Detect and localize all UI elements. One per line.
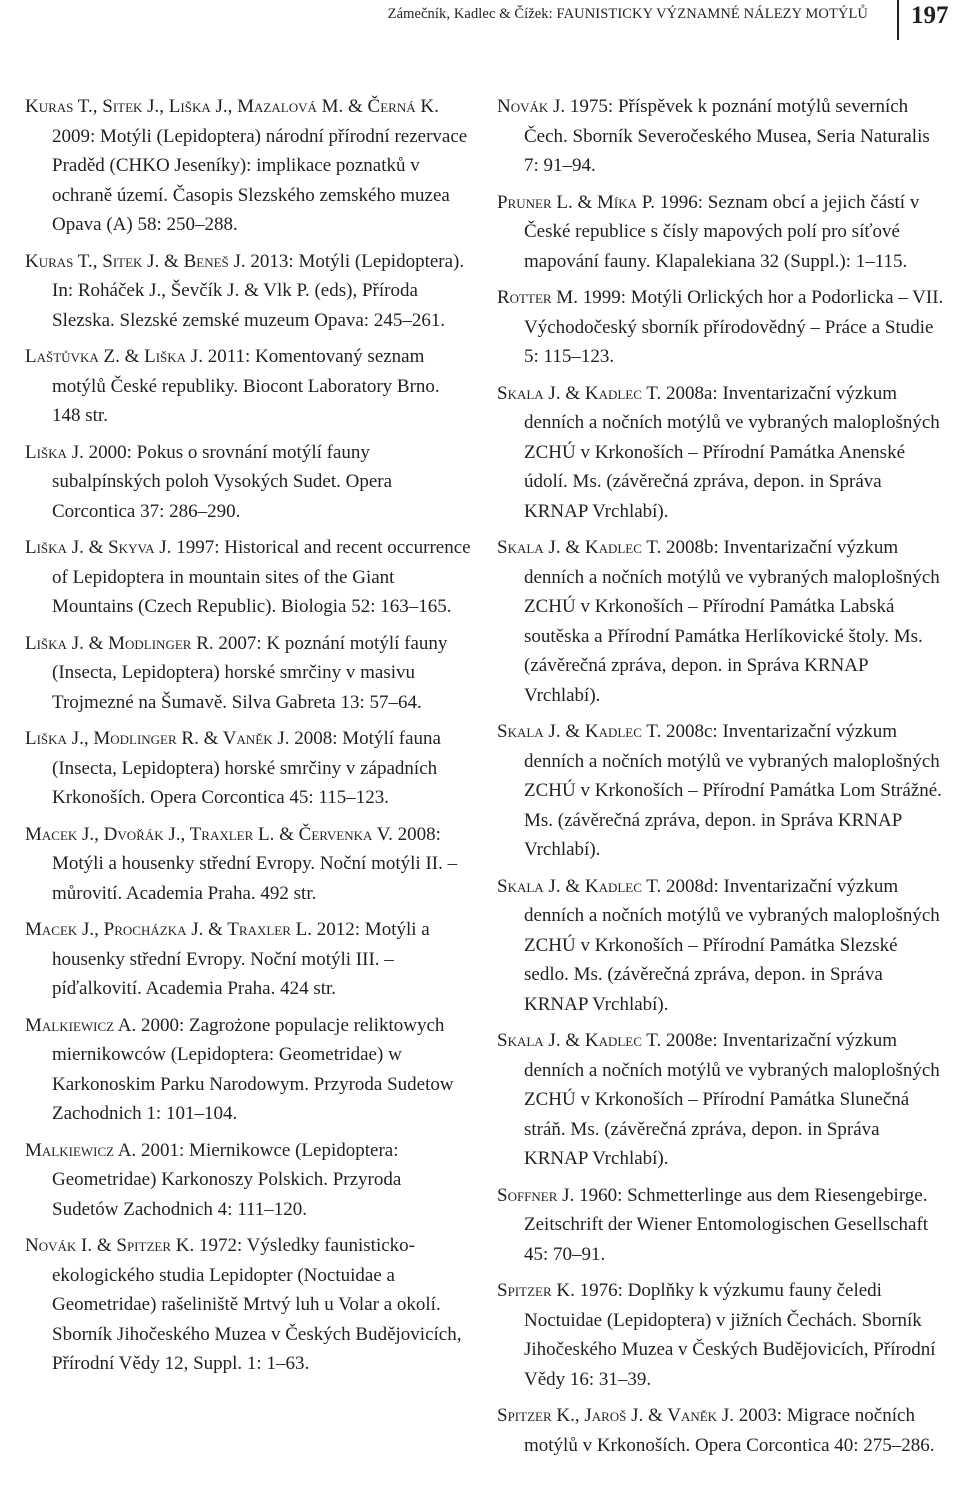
- reference-entry: [497, 533, 944, 710]
- reference-authors: Skala J. & Kadlec T.: [497, 1030, 662, 1051]
- reference-authors: Skala J. & Kadlec T.: [497, 875, 662, 897]
- reference-entry: [25, 724, 472, 813]
- reference-entry: [25, 438, 472, 527]
- running-title: Zámečník, Kadlec & Čížek: FAUNISTICKY VÝZNAMNÉ NÁLEZY MOTÝLŮ: [387, 6, 868, 22]
- reference-text: 2011: Komentovaný seznam motýlů České republiky. Biocont Laboratory Brno. 148 str.: [52, 346, 440, 426]
- reference-entry: [25, 820, 472, 909]
- reference-authors: Spitzer K., Jaroš J. & Vaněk J.: [497, 1405, 734, 1426]
- reference-text: 2009: Motýli (Lepidoptera) národní přírodní rezervace Praděd (CHKO Jeseníky): implikace poznatků v ochraně území. Časopis Slezského zemského muzea Opava (A) 58: 250–288.: [52, 125, 468, 235]
- reference-text: 2013: Motýli (Lepidoptera). In: Roháček J., Ševčík J. & Vlk P. (eds), Příroda Slezska. Slezské zemské muzeum Opava: 245–261.: [52, 250, 465, 331]
- reference-authors: Skala J. & Kadlec T.: [497, 382, 662, 404]
- reference-authors: Malkiewicz A.: [25, 1014, 137, 1036]
- reference-authors: Spitzer K.: [497, 1280, 575, 1301]
- reference-authors: Liška J., Modlinger R. & Vaněk J.: [25, 728, 290, 749]
- reference-text: 2008c: Inventarizační výzkum denních a nočních motýlů ve vybraných maloplošných ZCHÚ v Krkonoších – Přírodní Památka Lom Strážné. Ms. (závěrečná zpráva, depon. in Správa KRNAP Vrchlabí).: [524, 721, 942, 860]
- reference-text: 2008b: Inventarizační výzkum denních a nočních motýlů ve vybraných maloplošných ZCHÚ v Krkonoších – Přírodní Památka Labská soutěska a Přírodní Památka Herlíkovické štoly. Ms. (závěrečná zpráva, depon. in Správa KRNAP Vrchlabí).: [524, 537, 940, 706]
- reference-text: 1999: Motýli Orlických hor a Podorlicka – VII. Východočeský sborník přírodovědný – Práce a Studie 5: 115–123.: [524, 287, 944, 367]
- reference-entry: [497, 1026, 944, 1174]
- reference-authors: Pruner L. & Míka P.: [497, 191, 655, 213]
- reference-authors: Skala J. & Kadlec T.: [497, 537, 662, 558]
- reference-entry: [497, 92, 944, 181]
- reference-entry: [497, 717, 944, 865]
- reference-authors: Soffner J.: [497, 1184, 575, 1206]
- reference-text: 2008d: Inventarizační výzkum denních a nočních motýlů ve vybraných maloplošných ZCHÚ v Krkonoších – Přírodní Památka Slezské sedlo. Ms. (závěrečná zpráva, depon. in Správa KRNAP Vrchlabí).: [524, 875, 940, 1015]
- reference-authors: Malkiewicz A.: [25, 1139, 137, 1161]
- reference-authors: Macek J., Procházka J. & Traxler L.: [25, 919, 313, 940]
- reference-text: 2000: Zagrożone populacje reliktowych miernikowców (Lepidoptera: Geometridae) w Karkonoskim Parku Narodowym. Przyroda Sudetow Zachodnich 1: 101–104.: [52, 1014, 454, 1124]
- header-divider: [897, 0, 899, 40]
- reference-entry: [25, 629, 472, 718]
- reference-authors: Kuras T., Sitek J., Liška J., Mazalová M. & Černá K.: [25, 96, 439, 117]
- reference-entry: [497, 872, 944, 1020]
- reference-entry: [25, 1231, 472, 1379]
- reference-entry: [25, 1011, 472, 1129]
- reference-authors: Novák J.: [497, 96, 566, 117]
- reference-text: 2001: Miernikowce (Lepidoptera: Geometridae) Karkonoszy Polskich. Przyroda Sudetów Zachodnich 4: 111–120.: [52, 1139, 402, 1220]
- reference-text: 2008a: Inventarizační výzkum denních a nočních motýlů ve vybraných maloplošných ZCHÚ v Krkonoších – Přírodní Památka Anenské údolí. Ms. (závěrečná zpráva, depon. in Správa KRNAP Vrchlabí).: [524, 382, 940, 522]
- reference-entry: [25, 247, 472, 336]
- reference-entry: [25, 533, 472, 622]
- reference-authors: Macek J., Dvořák J., Traxler L. & Červenka V.: [25, 823, 393, 845]
- reference-authors: Liška J. & Skyva J.: [25, 537, 172, 558]
- reference-entry: [25, 915, 472, 1004]
- reference-text: 2000: Pokus o srovnání motýlí fauny subalpínských poloh Vysokých Sudet. Opera Corcontica 37: 286–290.: [52, 441, 393, 522]
- reference-text: 1996: Seznam obcí a jejich částí v České republice s čísly mapových polí pro síťové mapování fauny. Klapalekiana 32 (Suppl.): 1–115.: [524, 191, 920, 272]
- reference-text: 1976: Doplňky k výzkumu fauny čeledi Noctuidae (Lepidoptera) v jižních Čechách. Sborník Jihočeského Muzea v Českých Budějovicích, Přírodní Vědy 16: 31–39.: [524, 1280, 936, 1390]
- running-header: [0, 0, 960, 60]
- reference-entry: [497, 188, 944, 277]
- reference-text: 2008e: Inventarizační výzkum denních a nočních motýlů ve vybraných maloplošných ZCHÚ v Krkonoších – Přírodní Památka Slunečná stráň. Ms. (závěrečná zpráva, depon. in Správa KRNAP Vrchlabí).: [524, 1030, 940, 1169]
- reference-authors: Liška J.: [25, 441, 84, 463]
- reference-entry: [497, 1276, 944, 1394]
- reference-text: 2007: K poznání motýlí fauny (Insecta, Lepidoptera) horské smrčiny v masivu Trojmezné na Šumavě. Silva Gabreta 13: 57–64.: [52, 632, 448, 713]
- references-right-column: [497, 92, 944, 1467]
- reference-entry: [25, 342, 472, 431]
- reference-authors: Laštůvka Z. & Liška J.: [25, 346, 203, 367]
- reference-entry: [497, 379, 944, 527]
- reference-authors: Liška J. & Modlinger R.: [25, 632, 214, 654]
- reference-text: 2008: Motýli a housenky střední Evropy. Noční motýli II. – můrovití. Academia Praha. 492 str.: [52, 823, 458, 904]
- references-left-column: [25, 92, 472, 1386]
- reference-entry: [497, 1401, 944, 1460]
- page-number: 197: [911, 2, 949, 29]
- reference-entry: [25, 1136, 472, 1225]
- reference-entry: [497, 1181, 944, 1270]
- reference-text: 1972: Výsledky faunisticko-ekologického studia Lepidopter (Noctuidae a Geometridae) rašeliniště Mrtvý luh u Volar a okolí. Sborník Jihočeského Muzea v Českých Budějovicích, Přírodní Vědy 12, Suppl. 1: 1–63.: [52, 1235, 462, 1374]
- reference-entry: [25, 92, 472, 240]
- reference-text: 1975: Příspěvek k poznání motýlů severních Čech. Sborník Severočeského Musea, Seria Naturalis 7: 91–94.: [524, 96, 930, 176]
- reference-authors: Skala J. & Kadlec T.: [497, 721, 662, 742]
- reference-text: 2012: Motýli a housenky střední Evropy. Noční motýli III. – píďalkovití. Academia Praha. 424 str.: [52, 919, 430, 999]
- reference-authors: Kuras T., Sitek J. & Beneš J.: [25, 250, 246, 272]
- reference-authors: Rotter M.: [497, 287, 578, 308]
- reference-text: 1997: Historical and recent occurrence of Lepidoptera in mountain sites of the Giant Mountains (Czech Republic). Biologia 52: 163–165.: [52, 537, 471, 617]
- reference-authors: Novák I. & Spitzer K.: [25, 1235, 195, 1256]
- reference-entry: [497, 283, 944, 372]
- reference-text: 1960: Schmetterlinge aus dem Riesengebirge. Zeitschrift der Wiener Entomologischen Gesellschaft 45: 70–91.: [524, 1184, 929, 1265]
- reference-text: 2008: Motýlí fauna (Insecta, Lepidoptera) horské smrčiny v západních Krkonoších. Opera Corcontica 45: 115–123.: [52, 728, 441, 808]
- reference-text: 2003: Migrace nočních motýlů v Krkonoších. Opera Corcontica 40: 275–286.: [524, 1405, 935, 1456]
